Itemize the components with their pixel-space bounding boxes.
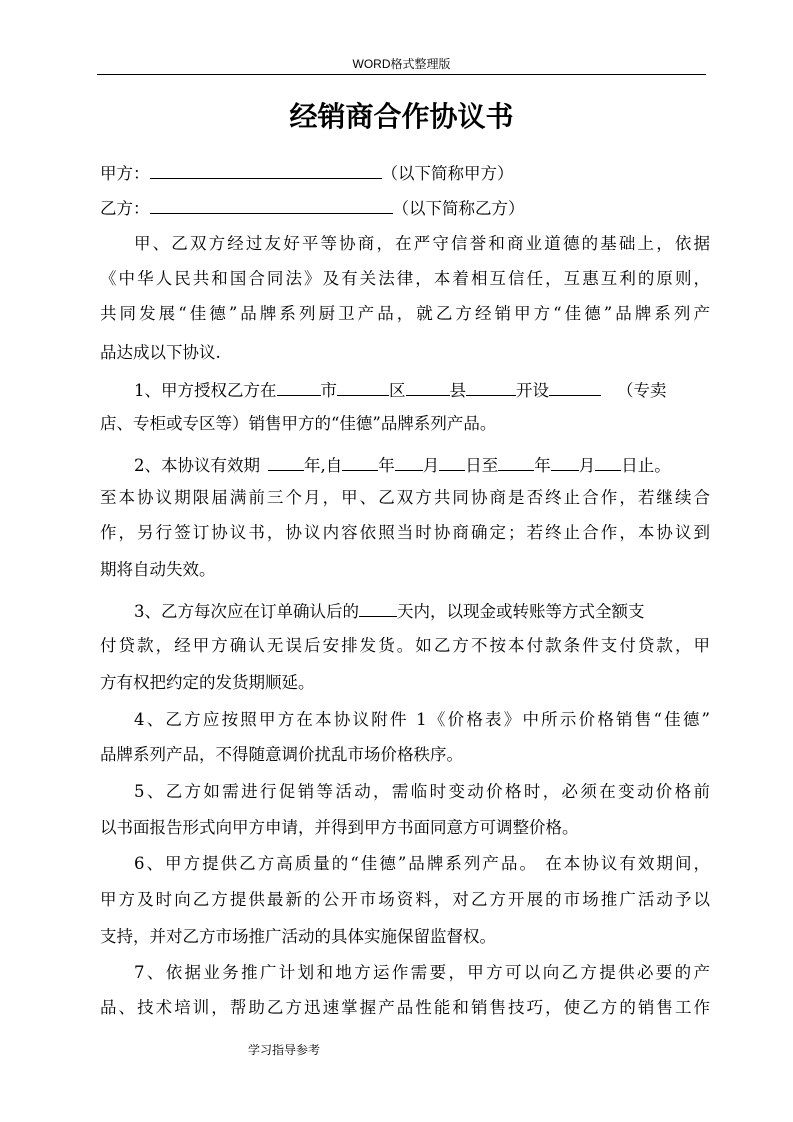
intro-line-3: 共同发展“佳德”品牌系列厨卫产品，就乙方经销甲方“佳德”品牌系列产 bbox=[100, 304, 710, 323]
clause-2-line-3: 作，另行签订协议书，协议内容依照当时协商确定；若终止合作，本协议到 bbox=[100, 523, 710, 542]
clause-3-line-1 bbox=[100, 598, 710, 624]
clause-2-m: 月 bbox=[422, 456, 440, 475]
party-a-label: 甲方： bbox=[100, 164, 150, 183]
clause-3-days-blank[interactable] bbox=[359, 598, 397, 617]
clause-6-line-2: 甲方及时向乙方提供最新的公开市场资料，对乙方开展的市场推广活动予以 bbox=[100, 890, 710, 909]
clause-3-prefix: 3、乙方每次应在订单确认后的 bbox=[134, 602, 359, 621]
intro-line-4: 品达成以下协议. bbox=[100, 343, 221, 362]
clause-3-line-2: 付贷款，经甲方确认无误后安排发货。如乙方不按本付款条件支付贷款，甲 bbox=[100, 636, 710, 655]
clause-2-end-year-blank[interactable] bbox=[498, 452, 534, 471]
party-b-label: 乙方： bbox=[100, 199, 150, 218]
clause-1-district-blank[interactable] bbox=[337, 377, 389, 396]
clause-5-line-2: 以书面报告形式向甲方申请，并得到甲方书面同意方可调整价格。 bbox=[100, 818, 579, 837]
clause-2-line-4: 期将自动失效。 bbox=[100, 560, 216, 579]
clause-1-type-blank[interactable] bbox=[549, 377, 601, 396]
clause-1-location-blank[interactable] bbox=[466, 377, 516, 396]
clause-2-prefix: 2、本协议有效期 bbox=[134, 456, 260, 475]
clause-1-city-blank[interactable] bbox=[277, 377, 321, 396]
clause-2-years-blank[interactable] bbox=[268, 452, 304, 471]
clause-2-start-year-blank[interactable] bbox=[342, 452, 378, 471]
header-rule bbox=[97, 74, 706, 75]
clause-2-year-label: 年, bbox=[304, 456, 326, 475]
clause-5-line-1: 5、乙方如需进行促销等活动，需临时变动价格时，必须在变动价格前 bbox=[134, 782, 710, 801]
clause-2-start-month-blank[interactable] bbox=[395, 452, 423, 471]
clause-4-line-1: 4、乙方应按照甲方在本协议附件 1《价格表》中所示价格销售“佳德” bbox=[134, 710, 710, 729]
clause-1-line-2: 店、专柜或专区等）销售甲方的“佳德”品牌系列产品。 bbox=[100, 414, 497, 433]
clause-1-paren: （专卖 bbox=[617, 381, 667, 400]
party-b-line bbox=[100, 195, 710, 221]
page-footer: 学习指导参考 bbox=[248, 1043, 321, 1057]
clause-1-county-blank[interactable] bbox=[406, 377, 450, 396]
party-b-note: （以下简称乙方） bbox=[392, 199, 525, 218]
clause-1-district: 区 bbox=[389, 381, 406, 400]
clause-6-line-3: 支持，并对乙方市场推广活动的具体实施保留监督权。 bbox=[100, 927, 496, 946]
clause-2-end-day-blank[interactable] bbox=[595, 452, 621, 471]
clause-2-y2: 年 bbox=[534, 456, 551, 475]
clause-7-line-2: 品、技术培训，帮助乙方迅速掌握产品性能和销售技巧，使乙方的销售工作 bbox=[100, 998, 710, 1017]
clause-1-open: 开设 bbox=[516, 381, 549, 400]
clause-2-end: 日止。 bbox=[621, 456, 671, 475]
clause-1-county: 县 bbox=[449, 381, 466, 400]
clause-3-line-3: 方有权把约定的发货期顺延。 bbox=[100, 673, 315, 692]
party-b-blank[interactable] bbox=[150, 195, 393, 214]
clause-1-prefix: 1、甲方授权乙方在 bbox=[134, 381, 277, 400]
clause-1-line-1 bbox=[100, 377, 710, 403]
clause-6-line-1: 6、甲方提供乙方高质量的“佳德”品牌系列产品。 在本协议有效期间， bbox=[134, 854, 710, 873]
clause-1-city: 市 bbox=[320, 381, 337, 400]
clause-2-y: 年 bbox=[378, 456, 395, 475]
clause-2-from: 自 bbox=[325, 456, 343, 475]
clause-2-start-day-blank[interactable] bbox=[439, 452, 465, 471]
clause-7-line-1: 7、依据业务推广计划和地方运作需要，甲方可以向乙方提供必要的产 bbox=[134, 963, 710, 982]
document-title: 经销商合作协议书 bbox=[289, 100, 514, 133]
clause-3-suffix: 天内，以现金或转账等方式全额支 bbox=[397, 602, 645, 621]
intro-line-2: 《中华人民共和国合同法》及有关法律，本着相互信任，互惠互利的原则， bbox=[100, 269, 710, 288]
clause-2-m2: 月 bbox=[578, 456, 596, 475]
clause-2-end-month-blank[interactable] bbox=[551, 452, 579, 471]
party-a-line bbox=[100, 160, 710, 186]
clause-4-line-2: 品牌系列产品，不得随意调价扰乱市场价格秩序。 bbox=[100, 745, 463, 764]
party-a-note: （以下简称甲方） bbox=[381, 164, 514, 183]
clause-2-line-2: 至本协议期限届满前三个月，甲、乙双方共同协商是否终止合作，若继续合 bbox=[100, 488, 710, 507]
page-header: WORD格式整理版 bbox=[352, 57, 451, 71]
intro-line-1: 甲、乙双方经过友好平等协商，在严守信誉和商业道德的基础上，依据 bbox=[134, 234, 710, 253]
clause-2-d-to: 日至 bbox=[465, 456, 499, 475]
party-a-blank[interactable] bbox=[150, 160, 382, 179]
clause-2-line-1 bbox=[100, 452, 710, 478]
